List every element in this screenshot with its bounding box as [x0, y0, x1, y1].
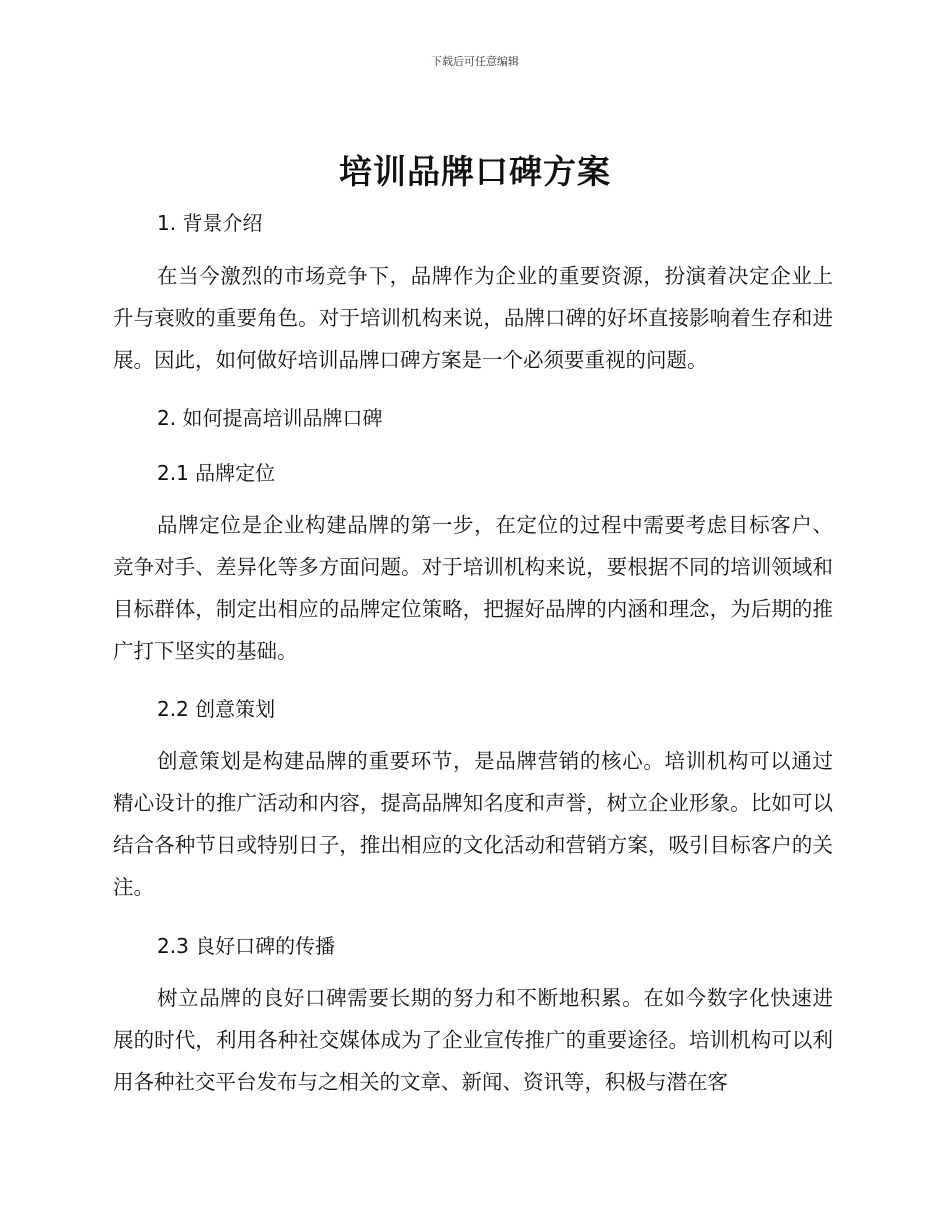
section-heading-brand-positioning: 2.1 品牌定位 — [157, 461, 276, 485]
section-heading-creative-planning: 2.2 创意策划 — [157, 697, 276, 721]
paragraph-creative-planning: 创意策划是构建品牌的重要环节，是品牌营销的核心。培训机构可以通过精心设计的推广活动和内容，提高品牌知名度和声誉，树立企业形象。比如可以结合各种节日或特别日子，推出相应的文化活动和营销方案，吸引目标客户的关注。 — [113, 749, 833, 899]
page-header: 下载后可任意编辑 — [431, 55, 519, 68]
section-heading-improve-reputation: 2. 如何提高培训品牌口碑 — [157, 406, 383, 430]
paragraph-word-of-mouth: 树立品牌的良好口碑需要长期的努力和不断地积累。在如今数字化快速进展的时代，利用各种社交媒体成为了企业宣传推广的重要途径。培训机构可以利用各种社交平台发布与之相关的文章、新闻、资讯等，积极与潜在客 — [113, 986, 833, 1094]
paragraph-background: 在当今激烈的市场竞争下，品牌作为企业的重要资源，扮演着决定企业上升与衰败的重要角色。对于培训机构来说，品牌口碑的好坏直接影响着生存和进展。因此，如何做好培训品牌口碑方案是一个必须要重视的问题。 — [113, 264, 833, 372]
paragraph-brand-positioning: 品牌定位是企业构建品牌的第一步，在定位的过程中需要考虑目标客户、竞争对手、差异化等多方面问题。对于培训机构来说，要根据不同的培训领域和目标群体，制定出相应的品牌定位策略，把握好品牌的内涵和理念，为后期的推广打下坚实的基础。 — [113, 513, 833, 663]
document-title: 培训品牌口碑方案 — [339, 152, 611, 191]
section-heading-background: 1. 背景介绍 — [157, 211, 263, 235]
section-heading-word-of-mouth: 2.3 良好口碑的传播 — [157, 934, 336, 958]
